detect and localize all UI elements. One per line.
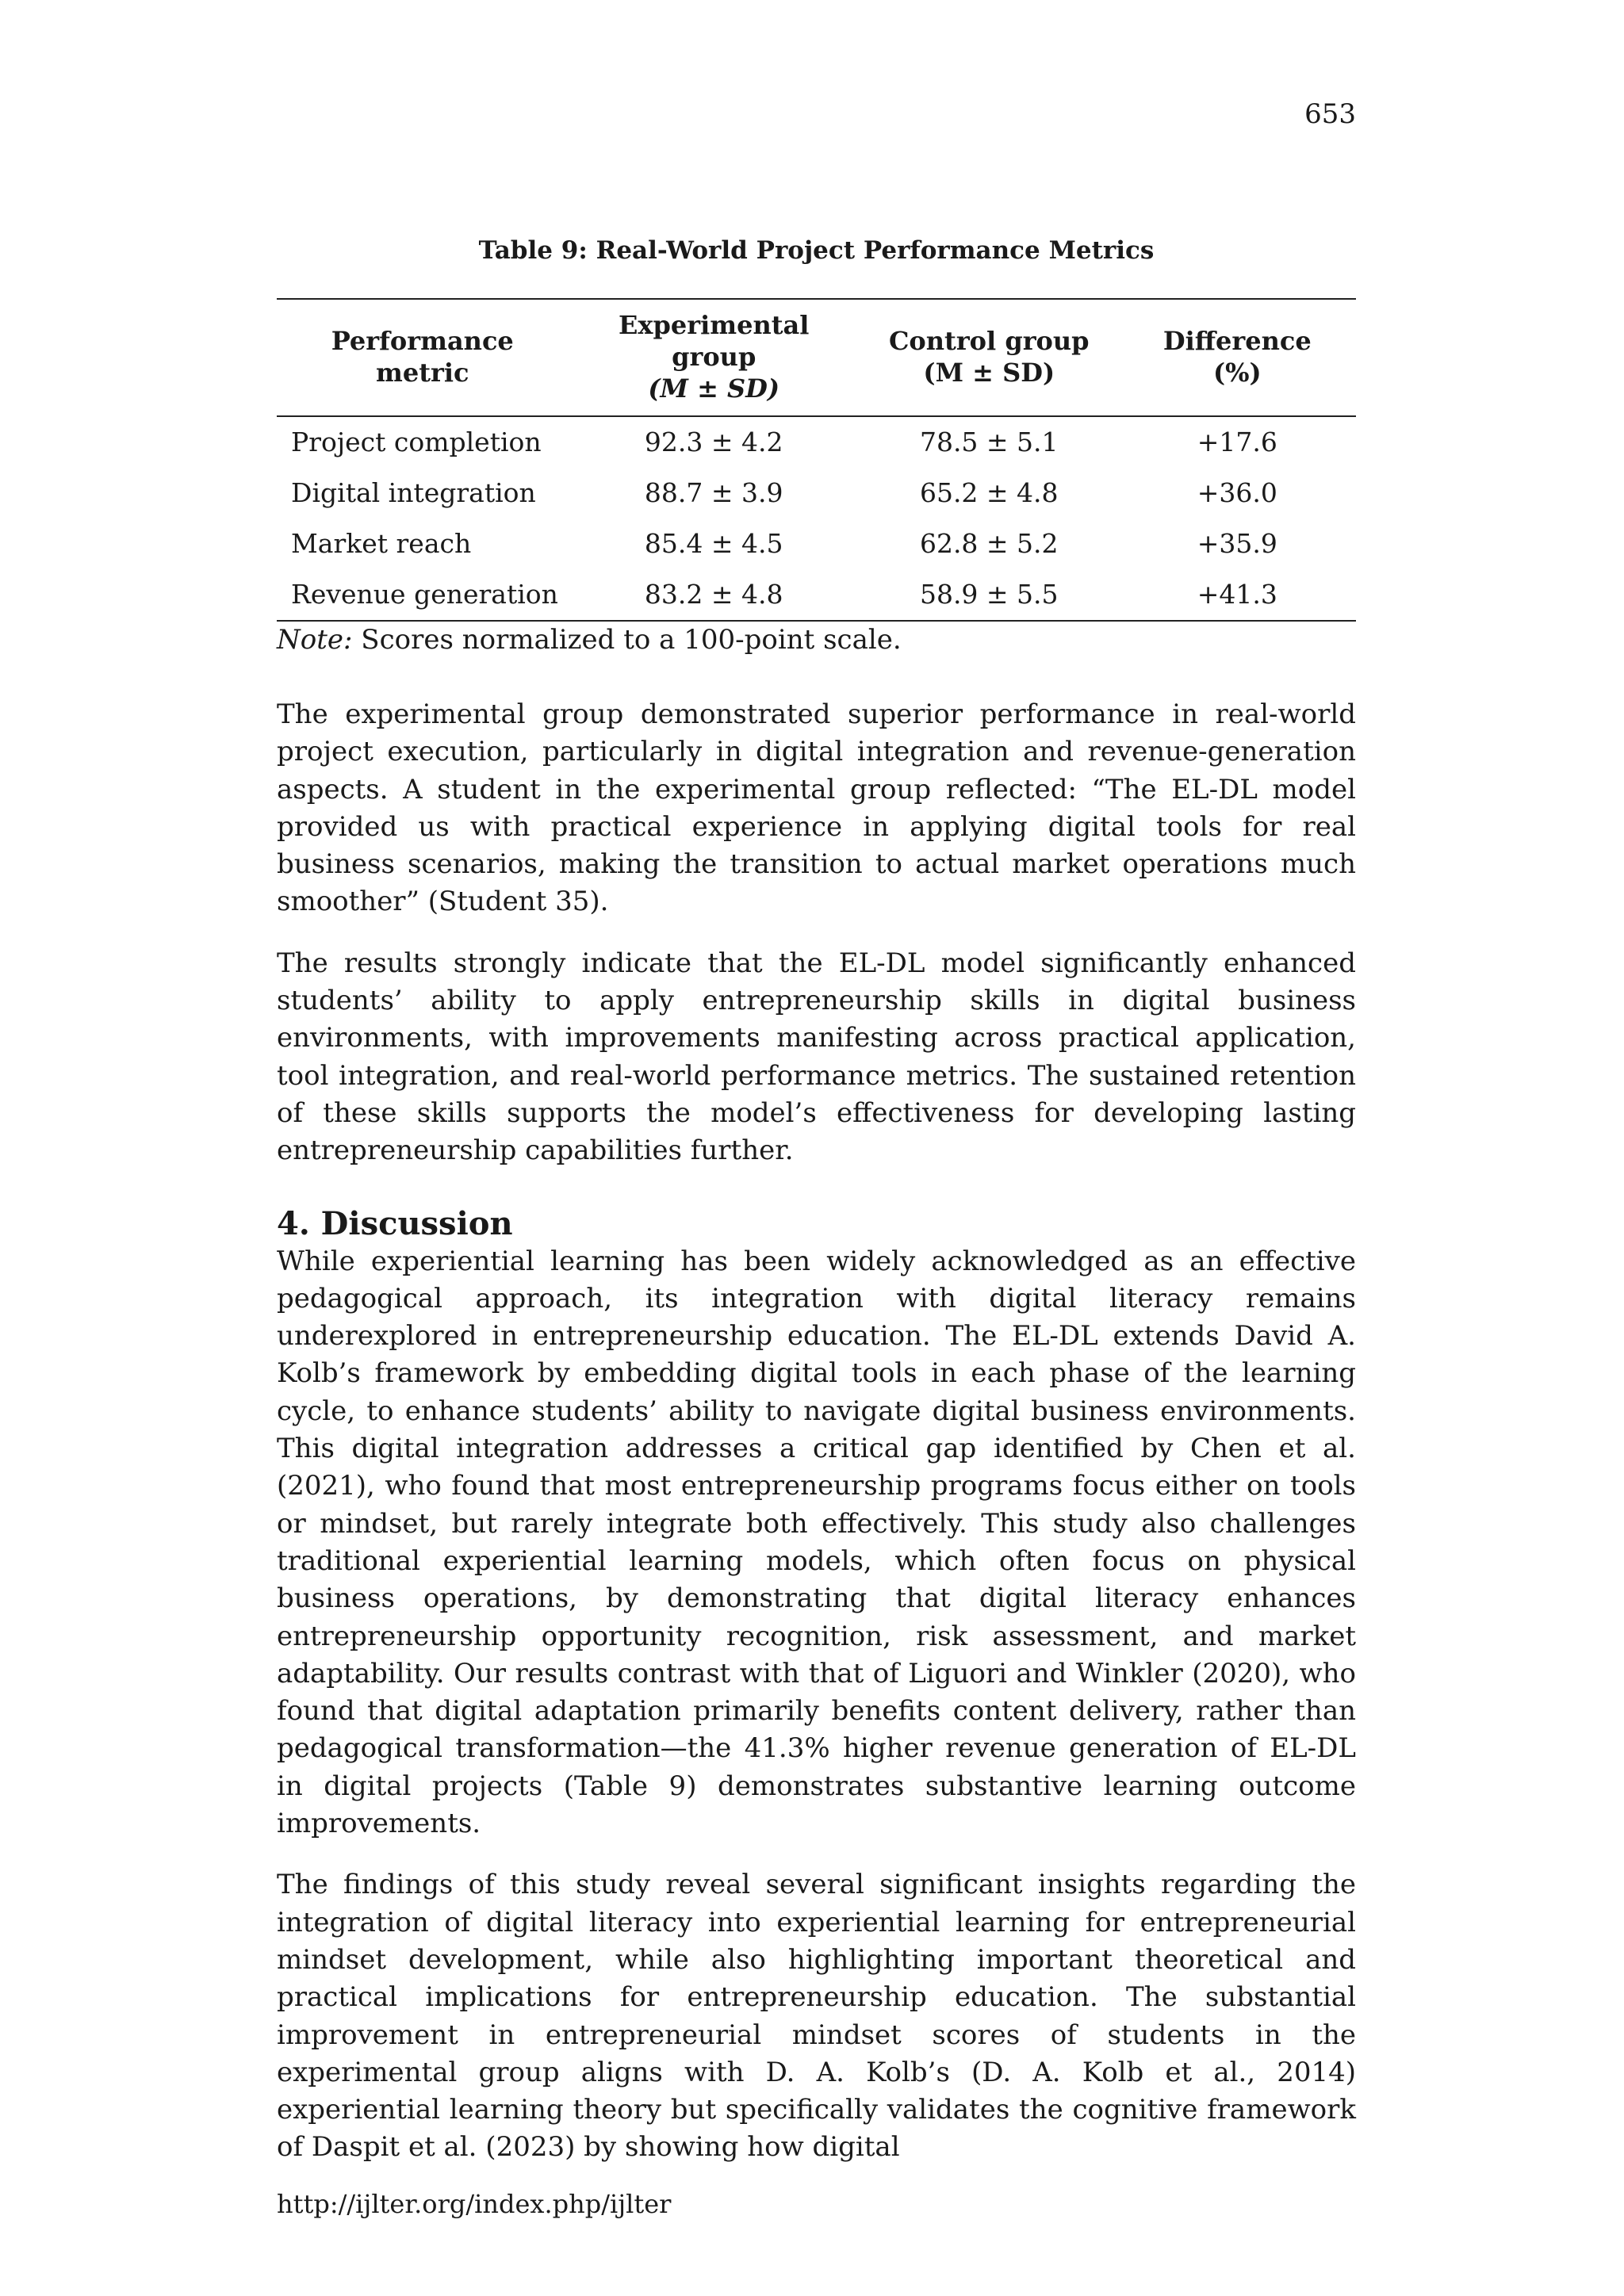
table-caption: Table 9: Real-World Project Performance Metrics	[478, 236, 1155, 265]
header-difference	[1119, 299, 1356, 416]
section-heading-discussion: 4. Discussion	[277, 1204, 513, 1242]
cell-experimental: 85.4 ± 4.5	[644, 528, 783, 559]
header-control	[860, 299, 1119, 416]
cell-difference: +36.0	[1197, 477, 1277, 508]
cell-difference: +35.9	[1197, 528, 1277, 559]
table-row	[277, 519, 1356, 569]
footer-url: http://ijlter.org/index.php/ijlter	[277, 2189, 672, 2219]
header-control-label: Control group	[888, 326, 1090, 356]
performance-metrics-table	[277, 298, 1356, 622]
header-metric-label: Performance metric	[331, 326, 514, 388]
cell-metric: Market reach	[291, 528, 472, 559]
cell-difference: +41.3	[1119, 569, 1356, 621]
cell-experimental: 88.7 ± 3.9	[644, 477, 783, 508]
header-difference-unit: (%)	[1212, 358, 1262, 388]
cell-control: 58.9 ± 5.5	[860, 569, 1119, 621]
header-control-stat: (M ± SD)	[923, 358, 1055, 388]
cell-control: 65.2 ± 4.8	[919, 477, 1059, 508]
results-paragraph-2: The results strongly indicate that the EL-DL model significantly enhanced students’ ability to apply entrepreneurship skills in digital business environments, with improvements manifesting across practical application, tool integration, and real-world performance metrics. The sustained retention of these skills supports the model’s effectiveness for developing lasting entrepreneurship capabilities further.	[277, 947, 1356, 1167]
discussion-paragraph-2: The findings of this study reveal several significant insights regarding the integration of digital literacy into experiential learning for entrepreneurial mindset development, while also highlighting important theoretical and practical implications for entrepreneurship education. The substantial improvement in entrepreneurial mindset scores of students in the experimental group aligns with D. A. Kolb’s (D. A. Kolb et al., 2014) experiential learning theory but specifically validates the cognitive framework of Daspit et al. (2023) by showing how digital	[277, 1869, 1356, 2164]
results-paragraph-1: The experimental group demonstrated superior performance in real-world project execution, particularly in digital integration and revenue-generation aspects. A student in the experimental group reflected: “The EL-DL model provided us with practical experience in applying digital tools for real business scenarios, making the transition to actual market operations much smoother” (Student 35).	[277, 698, 1356, 918]
header-difference-label: Difference	[1162, 326, 1312, 356]
cell-control: 62.8 ± 5.2	[919, 528, 1059, 559]
cell-metric: Project completion	[291, 427, 542, 457]
table-note	[277, 623, 1356, 656]
table-note-label: Note:	[277, 624, 353, 656]
table-note-text: Scores normalized to a 100-point scale.	[352, 624, 902, 656]
cell-experimental: 83.2 ± 4.8	[568, 569, 859, 621]
cell-experimental: 92.3 ± 4.2	[644, 427, 783, 457]
discussion-paragraph-1: While experiential learning has been widely acknowledged as an effective pedagogical approach, its integration with digital literacy remains underexplored in entrepreneurship education. The EL-DL extends David A. Kolb’s framework by embedding digital tools in each phase of the learning cycle, to enhance students’ ability to navigate digital business environments. This digital integration addresses a critical gap identified by Chen et al. (2021), who found that most entrepreneurship programs focus either on tools or mindset, but rarely integrate both effectively. This study also challenges traditional experiential learning models, which often focus on physical business operations, by demonstrating that digital literacy enhances entrepreneurship opportunity recognition, risk assessment, and market adaptability. Our results contrast with that of Liguori and Winkler (2020), who found that digital adaptation primarily benefits content delivery, rather than pedagogical transformation—the 41.3% higher revenue generation of EL-DL in digital projects (Table 9) demonstrates substantive learning outcome improvements.	[277, 1245, 1356, 1840]
table-row	[277, 569, 1356, 621]
cell-difference: +17.6	[1197, 427, 1277, 457]
cell-metric: Revenue generation	[277, 569, 568, 621]
header-experimental-stat: (M ± SD)	[648, 373, 780, 404]
cell-metric: Digital integration	[291, 477, 536, 508]
table-row	[277, 468, 1356, 519]
header-experimental-label: Experimental group	[619, 310, 810, 372]
header-metric	[277, 299, 568, 416]
cell-control: 78.5 ± 5.1	[919, 427, 1059, 457]
table-row	[277, 416, 1356, 468]
table-header-row	[277, 299, 1356, 416]
page-content	[277, 235, 1356, 2167]
page-number: 653	[1304, 98, 1356, 130]
header-experimental	[568, 299, 859, 416]
